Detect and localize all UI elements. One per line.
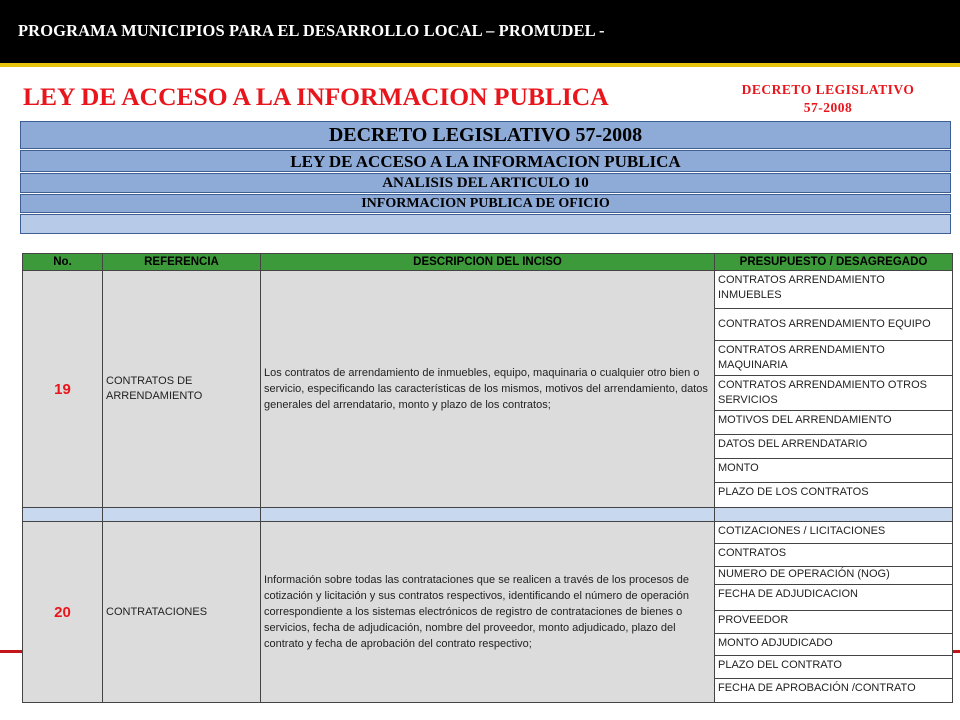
row-number: 19 [23,271,103,508]
budget-item: FECHA DE ADJUDICACION [715,585,953,611]
budget-item: COTIZACIONES / LICITACIONES [715,522,953,544]
table-separator-row [23,508,953,522]
budget-item: MONTO ADJUDICADO [715,634,953,656]
program-title: PROGRAMA MUNICIPIOS PARA EL DESARROLLO LOCAL – PROMUDEL - [18,21,605,40]
budget-item: CONTRATOS ARRENDAMIENTO EQUIPO [715,309,953,341]
decree-line-2: 57-2008 [803,100,853,115]
col-header-description: DESCRIPCION DEL INCISO [261,254,715,271]
col-header-reference: REFERENCIA [103,254,261,271]
band-decree: DECRETO LEGISLATIVO 57-2008 [20,121,951,149]
budget-item: PLAZO DE LOS CONTRATOS [715,483,953,508]
budget-item: PLAZO DEL CONTRATO [715,656,953,679]
budget-item: FECHA DE APROBACIÓN /CONTRATO [715,679,953,703]
band-info: INFORMACION PUBLICA DE OFICIO [20,194,951,213]
red-strip-right [952,650,960,653]
separator-cell [261,508,715,522]
budget-item: CONTRATOS ARRENDAMIENTO OTROS SERVICIOS [715,376,953,411]
budget-item: CONTRATOS [715,544,953,567]
row-description: Los contratos de arrendamiento de inmuebles, equipo, maquinaria o cualquier otro bien o servicio, especificando las características de los mismos, motivos del arrendamiento, datos generales del arrendatario, monto y plazo de los contratos; [261,271,715,508]
law-title: LEY DE ACCESO A LA INFORMACION PUBLICA [23,82,609,111]
articles-table [22,253,953,703]
budget-item: MONTO [715,459,953,483]
band-article: ANALISIS DEL ARTICULO 10 [20,173,951,193]
col-header-budget: PRESUPUESTO / DESAGREGADO [715,254,953,271]
separator-cell [103,508,261,522]
band-law: LEY DE ACCESO A LA INFORMACION PUBLICA [20,150,951,172]
budget-item: DATOS DEL ARRENDATARIO [715,435,953,459]
separator-cell [715,508,953,522]
row-reference: CONTRATACIONES [103,522,261,703]
row-reference: CONTRATOS DE ARRENDAMIENTO [103,271,261,508]
budget-item: CONTRATOS ARRENDAMIENTO INMUEBLES [715,271,953,309]
col-header-no: No. [23,254,103,271]
red-strip-left [0,650,22,653]
table-row [23,271,953,309]
decree-label [712,81,944,117]
row-number: 20 [23,522,103,703]
budget-item: MOTIVOS DEL ARRENDAMIENTO [715,411,953,435]
budget-item: CONTRATOS ARRENDAMIENTO MAQUINARIA [715,341,953,376]
band-empty [20,214,951,234]
separator-cell [23,508,103,522]
table-row [23,522,953,544]
budget-item: NUMERO DE OPERACIÓN (NOG) [715,567,953,585]
table-header-row [23,254,953,271]
budget-item: PROVEEDOR [715,611,953,634]
row-description: Información sobre todas las contrataciones que se realicen a través de los procesos de cotización y licitación y sus contratos respectivos, identificando el número de operación correspondiente a los sistemas electrónicos de registro de contrataciones de bienes o servicios, fecha de adjudicación, nombre del proveedor, monto adjudicado, plazo del contrato y fecha de aprobación del contrato respectivo; [261,522,715,703]
decree-line-1: DECRETO LEGISLATIVO [741,82,915,97]
